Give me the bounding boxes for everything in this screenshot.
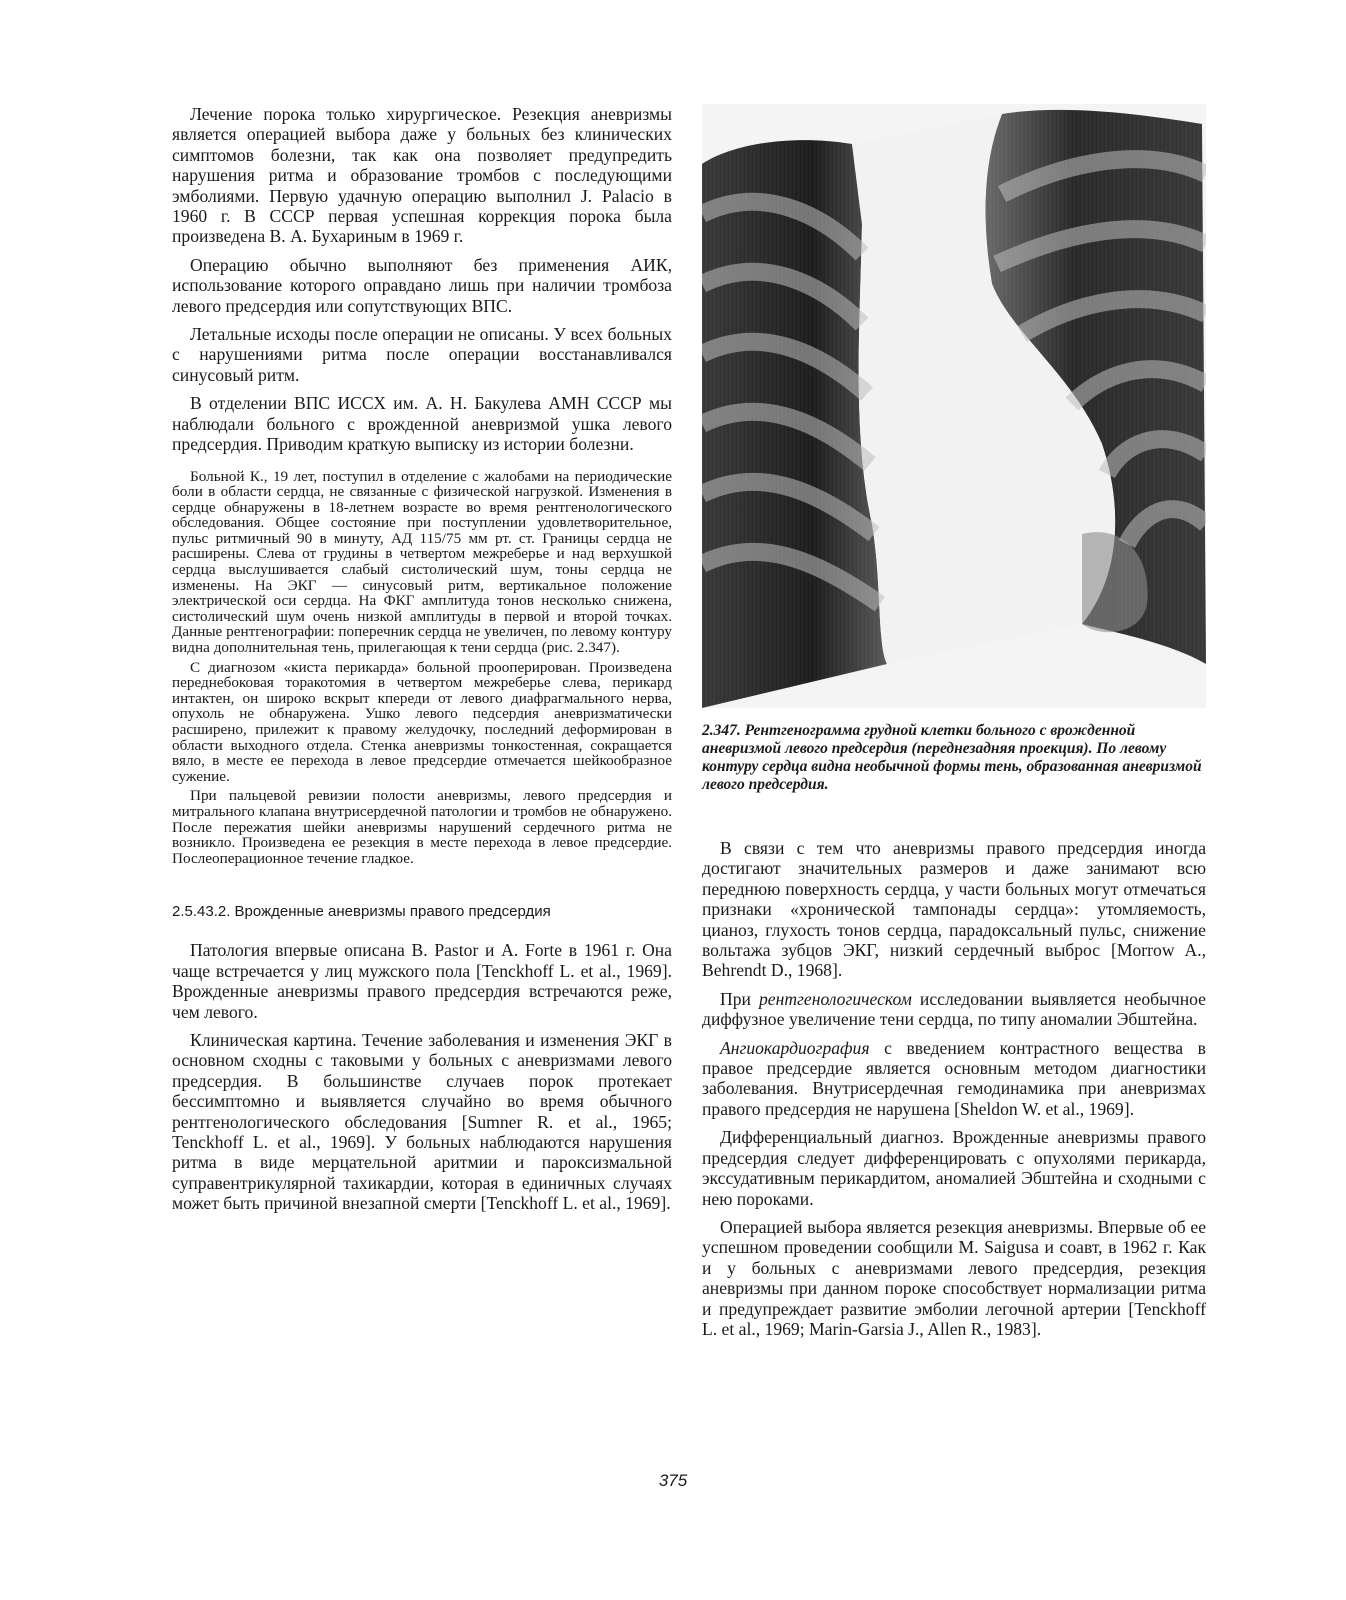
paragraph-operation: Операцию обычно выполняют без применения АИК, использование которого оправдано лишь при наличии тромбоза левого предсердия или сопутствующих ВПС.: [172, 254, 672, 316]
paragraph-resection: Операцией выбора является резекция аневризмы. Впервые об ее успешном проведении сообщили M. Saigusa и соавт, в 1962 г. Как и у больных с аневризмами левого предсердия, резекция аневризмы при данном пороке способствует нормализации ритма и предупреждает развитие эмболии легочной артерии [Tenckhoff L. et al., 1969; Marin-Garsia J., Allen R., 1983].: [702, 1216, 1206, 1339]
page-number: 375: [658, 1471, 688, 1490]
paragraph-xray: [702, 989, 1206, 1030]
figure-caption: 2.347. Рентгенограмма грудной клетки больного с врожденной аневризмой левого предсердия (переднезадняя проекция). По левому контуру сердца видна необычной формы тень, образованная аневризмой левого предсердия.: [702, 722, 1202, 793]
left-column: [172, 104, 672, 1222]
case-report: [172, 469, 672, 867]
paragraph-xray-emphasis: рентгенологическом: [759, 988, 912, 1009]
paragraph-differential: Дифференциальный диагноз. Врожденные аневризмы правого предсердия следует дифференцировать с опухолями перикарда, экссудативным перикардитом, аномалией Эбштейна и сходными с нею пороками.: [702, 1127, 1206, 1209]
paragraph-angiography-rest: с введением контрастного вещества в правое предсердие является основным методом диагностики заболевания. Внутрисердечная гемодинамика при аневризмах правого предсердия не нарушена [Sheldon W. et al., 1969].: [702, 1037, 1206, 1119]
case-report-paragraph: Больной К., 19 лет, поступил в отделение с жалобами на периодические боли в области сердца, не связанные с физической нагрузкой. Изменения в сердце обнаружены в 18-летнем возрасте во время рентгенологического обследования. Общее состояние при поступлении удовлетворительное, пульс ритмичный 90 в минуту, АД 115/75 мм рт. ст. Границы сердца не расширены. Слева от грудины в четвертом межреберье и над верхушкой сердца выслушивается слабый систолический шум, тоны сердца не изменены. На ЭКГ — синусовый ритм, вертикальное положение электрической оси сердца. На ФКГ амплитуда тонов несколько снижена, систолический шум очень низкой амплитуды в первой и второй точках. Данные рентгенографии: поперечник сердца не увеличен, по левому контуру видна дополнительная тень, прилегающая к тени сердца (рис. 2.347).: [172, 467, 672, 657]
paragraph-xray-lead: При: [720, 988, 759, 1009]
paragraph-tamponade: В связи с тем что аневризмы правого предсердия иногда достигают значительных размеров и даже занимают всю переднюю поверхность сердца, у части больных могут отмечаться признаки «хронической тампонады сердца»: утомляемость, цианоз, глухость тонов сердца, парадоксальный пульс, снижение вольтажа зубцов ЭКГ, низкий сердечный выброс [Morrow A., Behrendt D., 1968].: [702, 838, 1206, 981]
paragraph-case-intro: В отделении ВПС ИССХ им. А. Н. Бакулева АМН СССР мы наблюдали больного с врожденной аневризмой ушка левого предсердия. Приводим краткую выписку из истории болезни.: [172, 393, 672, 455]
right-text: [702, 838, 1206, 1339]
right-column: [702, 104, 1206, 1347]
paragraph-clinical-picture: Клиническая картина. Течение заболевания и изменения ЭКГ в основном сходны с таковыми у больных с аневризмами левого предсердия. В большинстве случаев порок протекает бессимптомно и выявляется случайно во время обычного рентгенологического обследования [Sumner R. et al., 1965; Tenckhoff L. et al., 1969]. У больных наблюдаются нарушения ритма в виде мерцательной аритмии и пароксизмальной суправентрикулярной тахикардии, которая в единичных случаях может быть причиной внезапной смерти [Tenckhoff L. et al., 1969].: [172, 1029, 672, 1214]
chest-xray-image: [702, 104, 1206, 708]
case-report-paragraph: С диагнозом «киста перикарда» больной прооперирован. Произведена переднебоковая торакотомия в четвертом межреберье слева, перикард интактен, он широко вскрыт кпереди от левого диафрагмального нерва, опухоль не обнаружена. Ушко левого педсердия аневризматически расширено, прилежит к правому желудочку, последний деформирован в области выходного отдела. Стенка аневризмы тонкостенная, сокращается вяло, в месте ее перехода в левое предсердие отмечается шейкообразное сужение.: [172, 658, 672, 785]
case-report-paragraph: При пальцевой ревизии полости аневризмы, левого предсердия и митрального клапана внутрисердечной патологии и тромбов не обнаружено. После пережатия шейки аневризмы нарушений сердечного ритма не возникло. Произведена ее резекция в месте перехода в левое предсердие. Послеоперационное течение гладкое.: [172, 787, 672, 867]
paragraph-pathology: Патология впервые описана В. Pastor и A. Forte в 1961 г. Она чаще встречается у лиц мужского пола [Tenckhoff L. et al., 1969]. Врожденные аневризмы правого предсердия встречаются реже, чем левого.: [172, 940, 672, 1022]
paragraph-angiography-emphasis: Ангиокардиография: [720, 1037, 870, 1058]
paragraph-xray-rest: исследовании выявляется необычное диффузное увеличение тени сердца, по типу аномалии Эбштейна.: [702, 988, 1206, 1030]
paragraph-treatment: Лечение порока только хирургическое. Резекция аневризмы является операцией выбора даже у больных без клинических симптомов болезни, так как она позволяет предупредить нарушения ритма и образование тромбов с последующими эмболиями. Первую удачную операцию выполнил J. Palacio в 1960 г. В СССР первая успешная коррекция порока была произведена В. А. Бухариным в 1969 г.: [172, 104, 672, 247]
paragraph-outcomes: Летальные исходы после операции не описаны. У всех больных с нарушениями ритма после операции восстанавливался синусовый ритм.: [172, 324, 672, 385]
section-heading: 2.5.43.2. Врожденные аневризмы правого предсердия: [172, 903, 551, 921]
paragraph-angiography: [702, 1038, 1206, 1120]
